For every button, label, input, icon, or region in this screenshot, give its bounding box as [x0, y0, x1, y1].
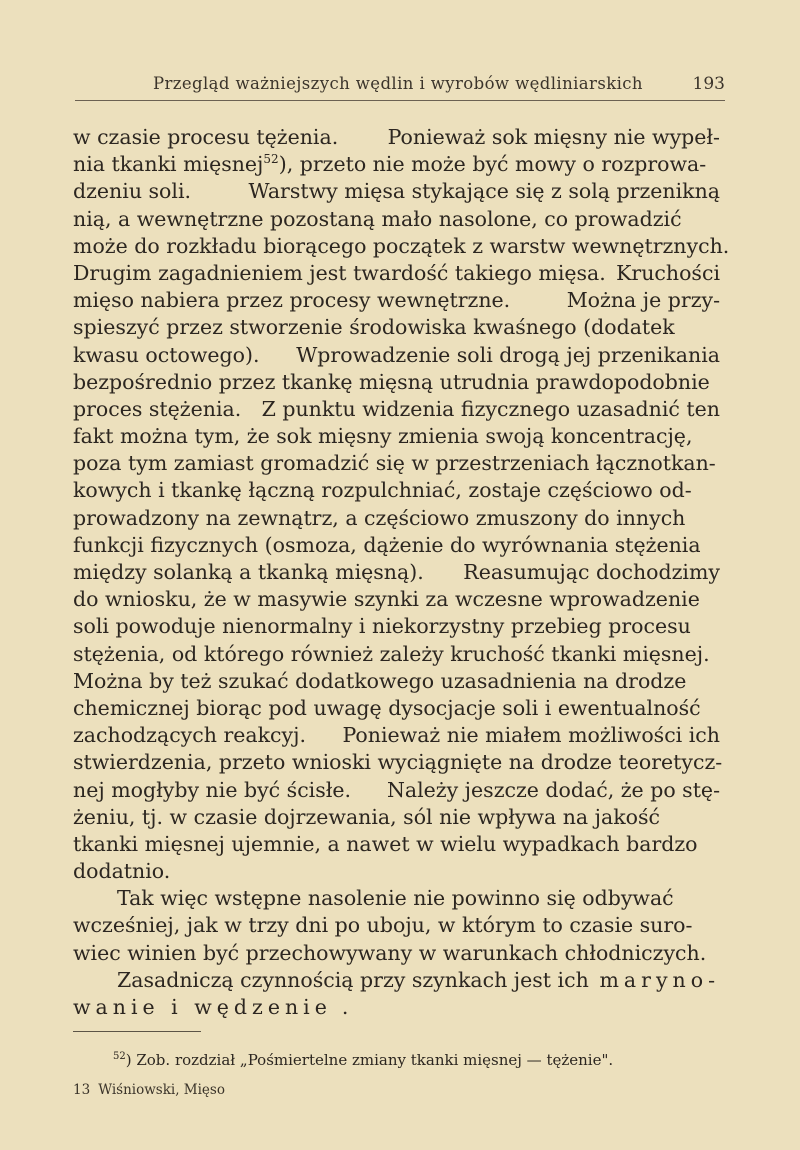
text-line: kowych i tkankę łączną rozpulchniać, zostaje częściowo od-	[73, 478, 692, 503]
text-line: wanie i wędzenie .	[73, 995, 349, 1019]
text-line: do wniosku, że w masywie szynki za wczesne wprowadzenie	[73, 587, 700, 612]
text-line: nej mogłyby nie być ścisłe. Należy jeszcze dodać, że po stę-	[73, 777, 720, 802]
text-line: stężenia, od którego również zależy kruchość tkanki mięsnej.	[73, 641, 710, 666]
text-line: stwierdzenia, przeto wnioski wyciągnięte na drodze teoretycz-	[73, 750, 723, 775]
text-line: nia tkanki mięsnej$^{52}$), przeto nie może być mowy o rozprowa-	[73, 152, 707, 177]
footnote-divider	[73, 1031, 201, 1032]
footnote-marker: 52	[113, 1051, 126, 1062]
text-line: może do rozkładu biorącego początek z warstw wewnętrznych.	[73, 233, 730, 258]
text-line: tkanki mięsnej ujemnie, a nawet w wielu wypadkach bardzo	[73, 831, 698, 856]
page-number: 193	[692, 74, 725, 94]
footnote-text: ) Zob. rozdział „Pośmiertelne zmiany tkanki mięsnej — tężenie".	[125, 1051, 614, 1069]
text-line: soli powoduje nienormalny i niekorzystny przebieg procesu	[73, 614, 691, 639]
text-line: mięso nabiera przez procesy wewnętrzne. Można je przy-	[73, 288, 720, 313]
text-line: kwasu octowego). Wprowadzenie soli drogą jej przenikania	[73, 342, 720, 367]
page-header	[75, 70, 725, 101]
running-title: Przegląd ważniejszych wędlin i wyrobów wędliniarskich	[153, 74, 643, 93]
paragraph-start-line: Zasadniczą czynnością przy szynkach jest ich maryno-	[73, 967, 720, 994]
text-line: żeniu, tj. w czasie dojrzewania, sól nie wpływa na jakość	[73, 804, 660, 829]
text-line: zachodzących reakcyj. Ponieważ nie miałem możliwości ich	[73, 723, 720, 748]
footnote-ref: 52	[263, 152, 279, 167]
signature-number: 13	[73, 1082, 91, 1098]
text-line: poza tym zamiast gromadzić się w przestrzeniach łącznotkan-	[73, 451, 716, 476]
text-line: nią, a wewnętrzne pozostaną mało nasolone, co prowadzić	[73, 206, 682, 231]
footnote	[113, 1050, 721, 1070]
text-line: bezpośrednio przez tkankę mięsną utrudnia prawdopodobnie	[73, 369, 710, 394]
text-line: funkcji fizycznych (osmoza, dążenie do wyrównania stężenia	[73, 532, 701, 557]
text-line: w czasie procesu tężenia. Ponieważ sok mięsny nie wypeł-	[73, 125, 720, 149]
text-line: dzeniu soli. Warstwy mięsa stykające się z solą przenikną	[73, 179, 720, 204]
text-line: Można by też szukać dodatkowego uzasadnienia na drodze	[73, 668, 687, 693]
text-line: proces stężenia. Z punktu widzenia fizycznego uzasadnić ten	[73, 396, 720, 421]
text-line: wiec winien być przechowywany w warunkach chłodniczych.	[73, 940, 707, 965]
text-line: prowadzony na zewnątrz, a częściowo zmuszony do innych	[73, 505, 686, 530]
printer-signature	[73, 1082, 225, 1098]
body-text	[73, 124, 730, 1021]
text-line: między solanką a tkanką mięsną). Reasumując dochodzimy	[73, 560, 720, 584]
signature-text: Wiśniowski, Mięso	[98, 1082, 225, 1098]
emphasized-term: wanie i wędzenie	[73, 995, 332, 1019]
text-line: spieszyć przez stworzenie środowiska kwaśnego (dodatek	[73, 315, 675, 340]
text-line: Drugim zagadnieniem jest twardość takiego mięsa. Kruchości	[73, 260, 720, 285]
text-line: dodatnio.	[73, 859, 171, 884]
text-line: wcześniej, jak w trzy dni po uboju, w którym to czasie suro-	[73, 913, 693, 938]
paragraph-start-line: Tak więc wstępne nasolenie nie powinno się odbywać	[117, 886, 674, 911]
text-line: fakt można tym, że sok mięsny zmienia swoją koncentrację,	[73, 424, 693, 449]
emphasized-term: maryno-	[599, 967, 720, 992]
text-line: chemicznej biorąc pod uwagę dysocjacje soli i ewentualność	[73, 695, 701, 720]
